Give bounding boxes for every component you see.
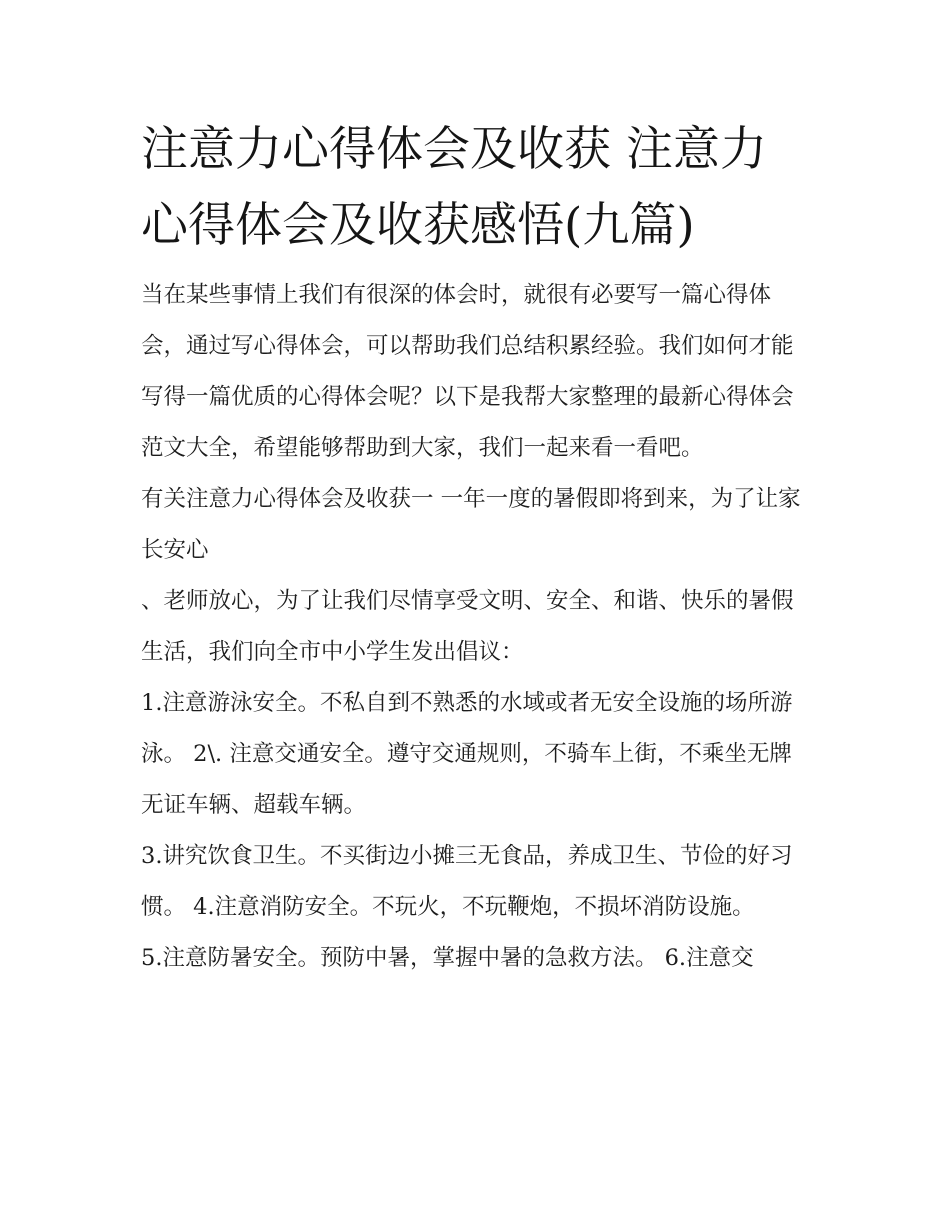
paragraph-intro: 当在某些事情上我们有很深的体会时，就很有必要写一篇心得体会，通过写心得体会，可以帮助我们总结积累经验。我们如何才能写得一篇优质的心得体会呢？以下是我帮大家整理的最新心得体会范文大全，希望能够帮助到大家，我们一起来看一看吧。 <box>141 282 794 461</box>
paragraph-initiative: 、老师放心，为了让我们尽情享受文明、安全、和谐、快乐的暑假生活，我们向全市中小学生发出倡议： <box>141 588 794 665</box>
paragraph-section-one: 有关注意力心得体会及收获一 一年一度的暑假即将到来，为了让家长安心 <box>141 486 801 563</box>
document-page <box>141 112 813 984</box>
paragraph-item-5-6: 5.注意防暑安全。预防中暑，掌握中暑的急救方法。 6.注意交 <box>141 945 754 971</box>
paragraph-item-3-4: 3.讲究饮食卫生。不买街边小摊三无食品，养成卫生、节俭的好习惯。 4.注意消防安全。不玩火，不玩鞭炮，不损坏消防设施。 <box>141 843 793 920</box>
paragraph-item-1-2: 1.注意游泳安全。不私自到不熟悉的水域或者无安全设施的场所游泳。 2\. 注意交通安全。遵守交通规则，不骑车上街，不乘坐无牌无证车辆、超载车辆。 <box>141 690 793 818</box>
document-title: 注意力心得体会及收获 注意力心得体会及收获感悟(九篇) <box>141 122 767 253</box>
